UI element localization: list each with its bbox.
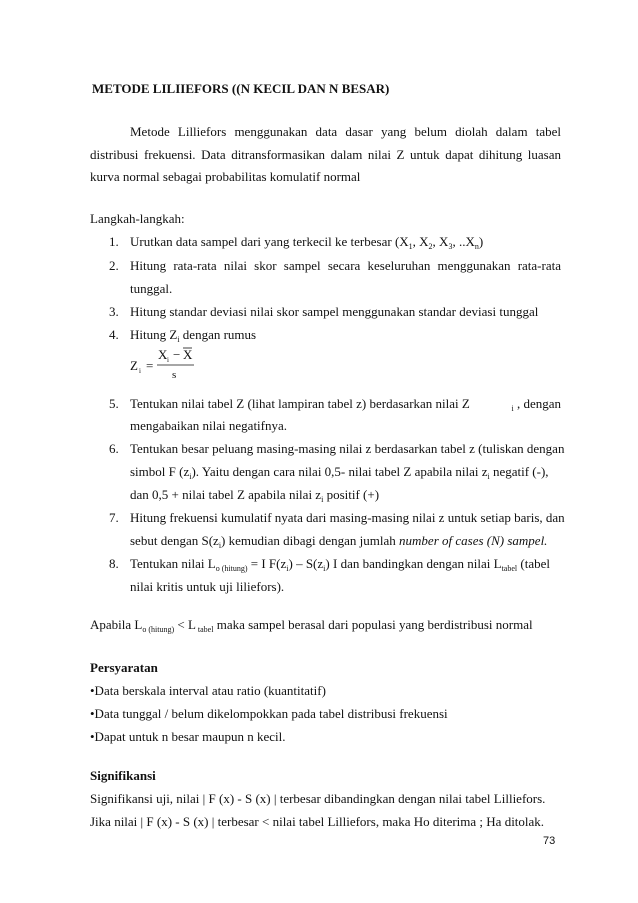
step-7-line-2 — [130, 533, 547, 554]
formula-minus: − — [173, 347, 181, 362]
subscript: i — [321, 495, 324, 504]
step-7-number: 7. — [109, 510, 119, 525]
subscript: tabel — [501, 564, 518, 573]
formula-numerator-mean: X — [183, 347, 193, 362]
subscript: i — [286, 564, 289, 573]
step-3-number: 3. — [109, 304, 119, 319]
step-8-label-d: ) I dan bandingkan dengan nilai L — [325, 556, 502, 571]
step-8-line-1 — [130, 556, 550, 577]
intro-line-3: kurva normal sebagai probabilitas komulatif normal — [90, 169, 361, 184]
requirement-item: •Data berskala interval atau ratio (kuantitatif) — [90, 683, 326, 698]
intro-line-2: distribusi frekuensi. Data ditransformasikan dalam nilai Z untuk dapat dihitung luasan — [90, 147, 561, 162]
page-title: METODE LILIIEFORS ((N KECIL DAN N BESAR) — [92, 81, 390, 96]
conclusion-c: maka sampel berasal dari populasi yang berdistribusi normal — [213, 617, 533, 632]
step-6-line-3 — [130, 487, 379, 508]
subscript: i — [218, 541, 222, 550]
subscript: 1 — [408, 242, 413, 251]
step-5-number: 5. — [109, 396, 119, 411]
subscript: tabel — [195, 625, 214, 634]
step-7-line-1: Hitung frekuensi kumulatif nyata dari masing-masing nilai z untuk setiap baris, dan — [130, 510, 565, 525]
conclusion-a: Apabila L — [90, 617, 143, 632]
step-8-label: Tentukan nilai L — [130, 556, 216, 571]
significance-line-2: Jika nilai | F (x) - S (x) | terbesar < nilai tabel Lilliefors, maka Ho diterima ; Ha ditolak. — [90, 814, 545, 829]
step-7-label-mid: ) kemudian dibagi dengan jumlah — [221, 533, 400, 548]
step-2-line-1: Hitung rata-rata nilai skor sampel secara keseluruhan menggunakan rata-rata — [130, 258, 561, 273]
step-2-number: 2. — [109, 258, 119, 273]
formula-denominator: s — [172, 369, 177, 381]
step-4-label: Hitung Z — [130, 327, 178, 342]
conclusion-b: < L — [174, 617, 196, 632]
step-6-label-end: negatif (-), — [489, 464, 549, 479]
formula-numerator-x: X — [158, 347, 168, 362]
step-7-label-italic: number of cases (N) sampel. — [399, 533, 548, 548]
subscript: i — [323, 564, 326, 573]
step-4-text — [130, 327, 256, 348]
subscript: o (hitung) — [215, 564, 248, 573]
subscript: i — [487, 472, 490, 481]
separator: , X — [412, 234, 429, 249]
subscript: i — [511, 404, 514, 413]
step-1-text — [130, 234, 483, 255]
step-6-number: 6. — [109, 441, 119, 456]
step-6-line-3-label: dan 0,5 + nilai tabel Z apabila nilai z — [130, 487, 322, 502]
separator: , X — [432, 234, 449, 249]
step-7-label: sebut dengan S(z — [130, 533, 219, 548]
formula-numerator-sub: i — [167, 356, 169, 364]
significance-line-1: Signifikansi uji, nilai | F (x) - S (x) | terbesar dibandingkan dengan nilai tabel Lilliefors. — [90, 791, 546, 806]
step-6-line-1: Tentukan besar peluang masing-masing nilai z berdasarkan tabel z (tuliskan dengan — [130, 441, 565, 456]
step-8-label-c: ) – S(z — [288, 556, 324, 571]
step-8-number: 8. — [109, 556, 119, 571]
formula-equals: = — [146, 358, 154, 373]
formula-lhs: Z — [130, 358, 138, 373]
step-6-line-3-end: positif (+) — [323, 487, 380, 502]
step-1-number: 1. — [109, 234, 119, 249]
significance-heading: Signifikansi — [90, 768, 156, 783]
intro-line-1: Metode Lilliefors menggunakan data dasar yang belum diolah dalam tabel — [130, 124, 561, 139]
step-8-line-2: nilai kritis untuk uji liliefors). — [130, 579, 285, 594]
step-6-label-mid: ). Yaitu dengan cara nilai 0,5- nilai tabel Z apabila nilai z — [191, 464, 488, 479]
page-number: 73 — [543, 835, 556, 847]
steps-heading: Langkah-langkah: — [90, 211, 185, 226]
step-5-line-2: mengabaikan nilai negatifnya. — [130, 418, 288, 433]
subscript: n — [474, 242, 479, 251]
conclusion — [90, 617, 533, 638]
requirements-heading: Persyaratan — [90, 660, 158, 675]
step-5-line-1 — [130, 396, 561, 417]
step-4-number: 4. — [109, 327, 119, 342]
subscript: i — [189, 472, 192, 481]
step-8-label-e: (tabel — [517, 556, 550, 571]
step-3-text: Hitung standar deviasi nilai skor sampel menggunakan standar deviasi tunggal — [130, 304, 539, 319]
z-score-formula — [130, 346, 220, 382]
requirement-item: •Data tunggal / belum dikelompokkan pada tabel distribusi frekuensi — [90, 706, 448, 721]
formula-lhs-sub: i — [139, 367, 141, 375]
step-4-label-end: dengan rumus — [179, 327, 257, 342]
subscript: o (hitung) — [142, 625, 175, 634]
step-5-label: Tentukan nilai tabel Z (lihat lampiran tabel z) berdasarkan nilai Z — [130, 396, 470, 411]
requirement-item: •Dapat untuk n besar maupun n kecil. — [90, 729, 286, 744]
separator: , ..X — [452, 234, 475, 249]
step-6-label: simbol F (z — [130, 464, 190, 479]
subscript: 3 — [448, 242, 453, 251]
step-5-label-end: , dengan — [513, 396, 561, 411]
step-5-line-1-main — [130, 396, 507, 417]
step-6-line-2 — [130, 464, 561, 485]
separator: ) — [478, 234, 484, 249]
subscript: i — [177, 335, 180, 344]
step-1-label: Urutkan data sampel dari yang terkecil ke terbesar (X — [130, 234, 409, 249]
step-8-label-b: = I F(z — [247, 556, 287, 571]
subscript: 2 — [428, 242, 433, 251]
step-2-line-2: tunggal. — [130, 281, 173, 296]
